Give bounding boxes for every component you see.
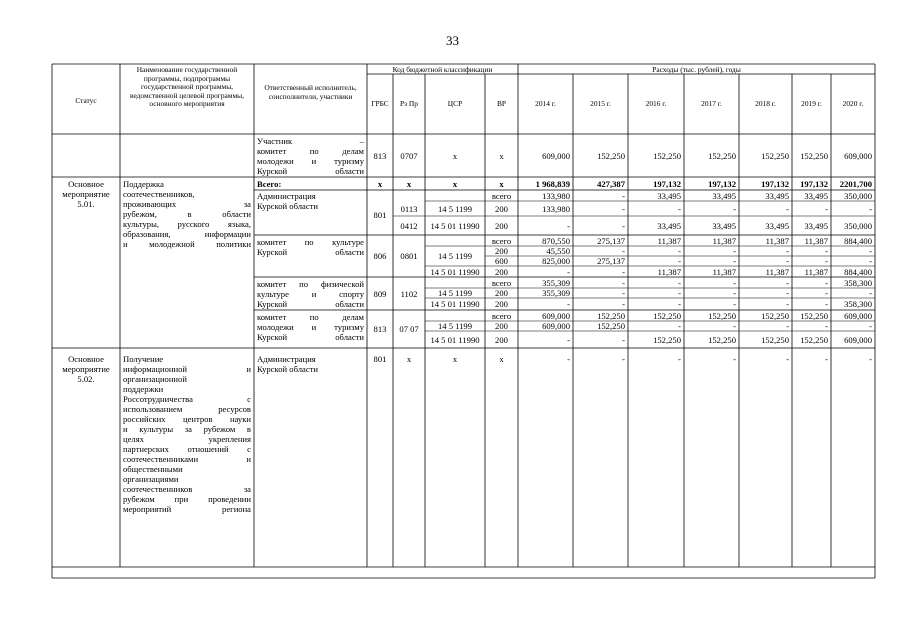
- year-value: -: [825, 288, 828, 298]
- executor-name: культуре и спорту: [257, 289, 364, 299]
- year-value: 609,000: [844, 334, 872, 345]
- year-value: -: [825, 203, 828, 214]
- vr-code: 200: [495, 299, 508, 309]
- year-value: -: [622, 266, 625, 277]
- year-value: -: [733, 277, 736, 288]
- year-value: -: [678, 288, 681, 298]
- year-value: 33,495: [657, 190, 681, 201]
- year-value: -: [622, 190, 625, 201]
- year-value: 33,495: [712, 190, 736, 201]
- executor-name: Курской области: [257, 364, 319, 374]
- vr-code: x: [499, 150, 504, 161]
- year-value: -: [786, 299, 789, 309]
- header-status: Статус: [75, 96, 97, 105]
- csr-code: x: [452, 354, 458, 364]
- csr-code: 14 5 1199: [437, 251, 473, 261]
- grbs-code: 809: [373, 288, 387, 299]
- year-value: 884,400: [844, 266, 872, 277]
- vr-code: 200: [495, 266, 508, 277]
- measure-name: Получение: [123, 354, 164, 364]
- year-value: -: [869, 246, 872, 256]
- year-value: 609,000: [844, 150, 872, 161]
- measure-name: рубежом, в области: [123, 209, 251, 219]
- year-value: -: [786, 354, 789, 364]
- year-value: 152,250: [761, 150, 789, 161]
- header-year: 2018 г.: [755, 99, 776, 108]
- year-value: -: [622, 299, 625, 309]
- year-value: -: [869, 203, 872, 214]
- header-expenses: Расходы (тыс. рублей), годы: [652, 65, 741, 74]
- csr-code: x: [452, 150, 458, 161]
- year-value: -: [678, 256, 681, 266]
- measure-status: Основное: [68, 354, 104, 364]
- csr-code: x: [452, 179, 458, 189]
- year-value: 33,495: [657, 220, 681, 231]
- year-value: 609,000: [542, 150, 570, 161]
- year-value: 45,550: [546, 246, 570, 256]
- executor-name: Курской области: [257, 332, 364, 342]
- grbs-code: 806: [373, 251, 387, 261]
- measure-status: мероприятие: [62, 364, 110, 374]
- vr-code: 600: [495, 256, 508, 266]
- year-value: 11,387: [712, 235, 736, 246]
- year-value: -: [786, 246, 789, 256]
- year-value: -: [622, 246, 625, 256]
- measure-name: использованием ресурсов: [123, 404, 251, 414]
- year-value: -: [825, 256, 828, 266]
- measure-name: и молодежной политики: [123, 239, 251, 249]
- measure-name: мероприятий региона: [123, 504, 251, 514]
- year-value: -: [622, 277, 625, 288]
- year-value: 11,387: [804, 266, 828, 277]
- year-value: 197,132: [761, 178, 789, 189]
- vr-code: x: [499, 179, 504, 189]
- participant-label: комитет по делам: [257, 146, 364, 156]
- year-value: 1 968,839: [535, 178, 570, 189]
- year-value: 152,250: [800, 310, 828, 321]
- rzpr-code: x: [406, 179, 412, 189]
- csr-code: 14 5 01 11990: [430, 266, 480, 277]
- measure-name: культуры, русского языка,: [123, 219, 251, 229]
- year-value: -: [678, 277, 681, 288]
- year-value: 152,250: [761, 310, 789, 321]
- executor-name: Администрация: [257, 354, 316, 364]
- measure-name: целях укрепления: [123, 434, 251, 444]
- year-value: 11,387: [657, 235, 681, 246]
- measure-status: 5.01.: [77, 199, 95, 209]
- header-executor: Ответственный исполнитель, соисполнители, участники: [264, 83, 357, 101]
- vr-code: всего: [491, 310, 512, 321]
- vr-code: всего: [491, 235, 512, 246]
- rzpr-code: 0412: [400, 220, 418, 231]
- measure-name: соотечественников за: [123, 484, 251, 494]
- year-value: -: [567, 220, 570, 231]
- measure-name: поддержки: [123, 384, 164, 394]
- year-value: 870,550: [542, 235, 570, 246]
- year-value: -: [786, 256, 789, 266]
- csr-code: 14 5 1199: [437, 288, 473, 298]
- header-csr: ЦСР: [447, 99, 463, 108]
- header-vr: ВР: [496, 99, 507, 108]
- grbs-code: 813: [373, 150, 387, 161]
- year-value: -: [786, 321, 789, 331]
- year-value: 350,000: [844, 220, 872, 231]
- year-value: -: [869, 256, 872, 266]
- rzpr-code: x: [406, 354, 412, 364]
- year-value: 355,309: [542, 277, 570, 288]
- year-value: -: [567, 354, 570, 364]
- measure-name: соотечественниками и: [123, 454, 251, 464]
- year-value: -: [869, 354, 872, 364]
- csr-code: 14 5 1199: [437, 203, 473, 214]
- year-value: 197,132: [800, 178, 828, 189]
- rzpr-code: 0113: [400, 203, 418, 214]
- csr-code: 14 5 01 11990: [430, 334, 480, 345]
- grbs-code: 801: [373, 209, 387, 220]
- header-year: 2015 г.: [590, 99, 611, 108]
- year-value: -: [786, 288, 789, 298]
- year-value: -: [678, 354, 681, 364]
- year-value: -: [622, 220, 625, 231]
- header-year: 2019 г.: [801, 99, 822, 108]
- year-value: 152,250: [708, 150, 736, 161]
- header-budget-code: Код бюджетной классификации: [392, 65, 493, 74]
- year-value: 152,250: [653, 334, 681, 345]
- vr-code: всего: [491, 277, 512, 288]
- executor-name: Администрация: [257, 191, 316, 201]
- year-value: -: [733, 299, 736, 309]
- year-value: -: [567, 334, 570, 345]
- year-value: 358,300: [844, 299, 872, 309]
- executor-name: молодежи и туризму: [257, 322, 364, 332]
- year-value: -: [825, 299, 828, 309]
- measure-status: Основное: [68, 179, 104, 189]
- year-value: -: [622, 288, 625, 298]
- executor-name: Курской области: [257, 201, 319, 211]
- measure-name: соотечественников,: [123, 189, 195, 199]
- year-value: -: [825, 277, 828, 288]
- measure-name: Россотрудничества с: [123, 394, 251, 404]
- year-value: 133,980: [542, 190, 570, 201]
- year-value: -: [733, 256, 736, 266]
- header-year: 2014 г.: [535, 99, 556, 108]
- year-value: 884,400: [844, 235, 872, 246]
- year-value: 609,000: [844, 310, 872, 321]
- year-value: 33,495: [804, 220, 828, 231]
- year-value: 152,250: [597, 310, 625, 321]
- grbs-code: 813: [373, 324, 387, 334]
- year-value: -: [622, 354, 625, 364]
- year-value: 358,300: [844, 277, 872, 288]
- year-value: 609,000: [542, 310, 570, 321]
- measure-name: организационной: [123, 374, 187, 384]
- year-value: -: [825, 354, 828, 364]
- year-value: -: [786, 203, 789, 214]
- measure-name: организациями: [123, 474, 179, 484]
- year-value: 11,387: [765, 235, 789, 246]
- measure-name: рубежом при проведении: [123, 494, 251, 504]
- year-value: 427,387: [597, 178, 625, 189]
- year-value: -: [733, 288, 736, 298]
- year-value: 33,495: [765, 190, 789, 201]
- executor-name: комитет по делам: [257, 312, 364, 322]
- rzpr-code: 0707: [400, 150, 418, 161]
- csr-code: 14 5 01 11990: [430, 299, 480, 309]
- year-value: -: [733, 246, 736, 256]
- header-grbs: ГРБС: [371, 99, 389, 108]
- measure-status: 5.02.: [77, 374, 95, 384]
- rzpr-code: 1102: [400, 288, 418, 299]
- year-value: -: [567, 266, 570, 277]
- executor-name: Курской области: [257, 299, 364, 309]
- measure-status: мероприятие: [62, 189, 110, 199]
- measure-name: информационной и: [123, 364, 251, 374]
- year-value: -: [869, 288, 872, 298]
- header-name: Наименование государственной программы, подпрограммы государственной программы, ведомственной целевой программы, основного мероприятия: [130, 65, 244, 109]
- year-value: -: [678, 246, 681, 256]
- year-value: -: [869, 321, 872, 331]
- measure-name: российских центров науки: [123, 414, 251, 424]
- year-value: 197,132: [653, 178, 681, 189]
- year-value: 152,250: [653, 310, 681, 321]
- year-value: 33,495: [765, 220, 789, 231]
- year-value: 11,387: [765, 266, 789, 277]
- participant-label: Участник –: [257, 136, 364, 146]
- year-value: 609,000: [542, 321, 570, 331]
- year-value: 11,387: [804, 235, 828, 246]
- measure-name: проживающих за: [123, 199, 251, 209]
- year-value: 152,250: [708, 334, 736, 345]
- measure-name: и культуры за рубежом в: [123, 424, 251, 434]
- year-value: 275,137: [597, 235, 625, 246]
- grbs-code: 801: [373, 354, 387, 364]
- measure-name: образования, информации: [123, 229, 251, 239]
- vr-code: 200: [495, 220, 508, 231]
- year-value: 2201,700: [839, 178, 872, 189]
- year-value: 275,137: [597, 256, 625, 266]
- year-value: -: [786, 277, 789, 288]
- year-value: -: [678, 299, 681, 309]
- year-value: -: [733, 321, 736, 331]
- rzpr-code: 0801: [400, 251, 418, 261]
- year-value: -: [733, 203, 736, 214]
- year-value: 197,132: [708, 178, 736, 189]
- year-value: -: [678, 321, 681, 331]
- year-value: -: [678, 203, 681, 214]
- year-value: 11,387: [712, 266, 736, 277]
- vr-code: 200: [495, 288, 508, 298]
- year-value: 152,250: [597, 150, 625, 161]
- csr-code: 14 5 01 11990: [430, 220, 480, 231]
- year-value: -: [622, 203, 625, 214]
- year-value: -: [825, 246, 828, 256]
- year-value: 33,495: [712, 220, 736, 231]
- year-value: 825,000: [542, 256, 570, 266]
- measure-name: Поддержка: [123, 179, 164, 189]
- measure-name: партнерских отношений с: [123, 444, 251, 454]
- vr-code: 200: [495, 203, 508, 214]
- year-value: -: [567, 299, 570, 309]
- header-year: 2017 г.: [701, 99, 722, 108]
- year-value: 152,250: [597, 321, 625, 331]
- measure-name: общественными: [123, 464, 183, 474]
- year-value: 133,980: [542, 203, 570, 214]
- year-value: 152,250: [761, 334, 789, 345]
- executor-name: комитет по культуре: [257, 237, 364, 247]
- year-value: 33,495: [804, 190, 828, 201]
- header-rzpr: Рз Пр: [400, 99, 418, 108]
- vr-code: 200: [495, 334, 508, 345]
- participant-label: Курской области: [257, 166, 364, 176]
- grbs-code: x: [377, 179, 383, 189]
- vr-code: x: [499, 354, 504, 364]
- year-value: 11,387: [657, 266, 681, 277]
- year-value: 152,250: [800, 150, 828, 161]
- header-year: 2016 г.: [645, 99, 667, 108]
- year-value: 152,250: [653, 150, 681, 161]
- header-year: 2020 г.: [842, 99, 864, 108]
- year-value: -: [733, 354, 736, 364]
- year-value: 152,250: [708, 310, 736, 321]
- executor-name: комитет по физической: [257, 279, 364, 289]
- vr-code: 200: [495, 321, 508, 331]
- vr-code: 200: [495, 246, 508, 256]
- rzpr-code: 07 07: [399, 324, 419, 334]
- vr-code: всего: [491, 190, 512, 201]
- executor-name: Курской области: [257, 247, 364, 257]
- csr-code: 14 5 1199: [437, 321, 473, 331]
- year-value: 355,309: [542, 288, 570, 298]
- page-number: 33: [446, 33, 459, 48]
- total-label: Всего:: [257, 179, 282, 189]
- year-value: 152,250: [800, 334, 828, 345]
- year-value: -: [825, 321, 828, 331]
- participant-label: молодежи и туризму: [257, 156, 364, 166]
- year-value: -: [622, 334, 625, 345]
- year-value: 350,000: [844, 190, 872, 201]
